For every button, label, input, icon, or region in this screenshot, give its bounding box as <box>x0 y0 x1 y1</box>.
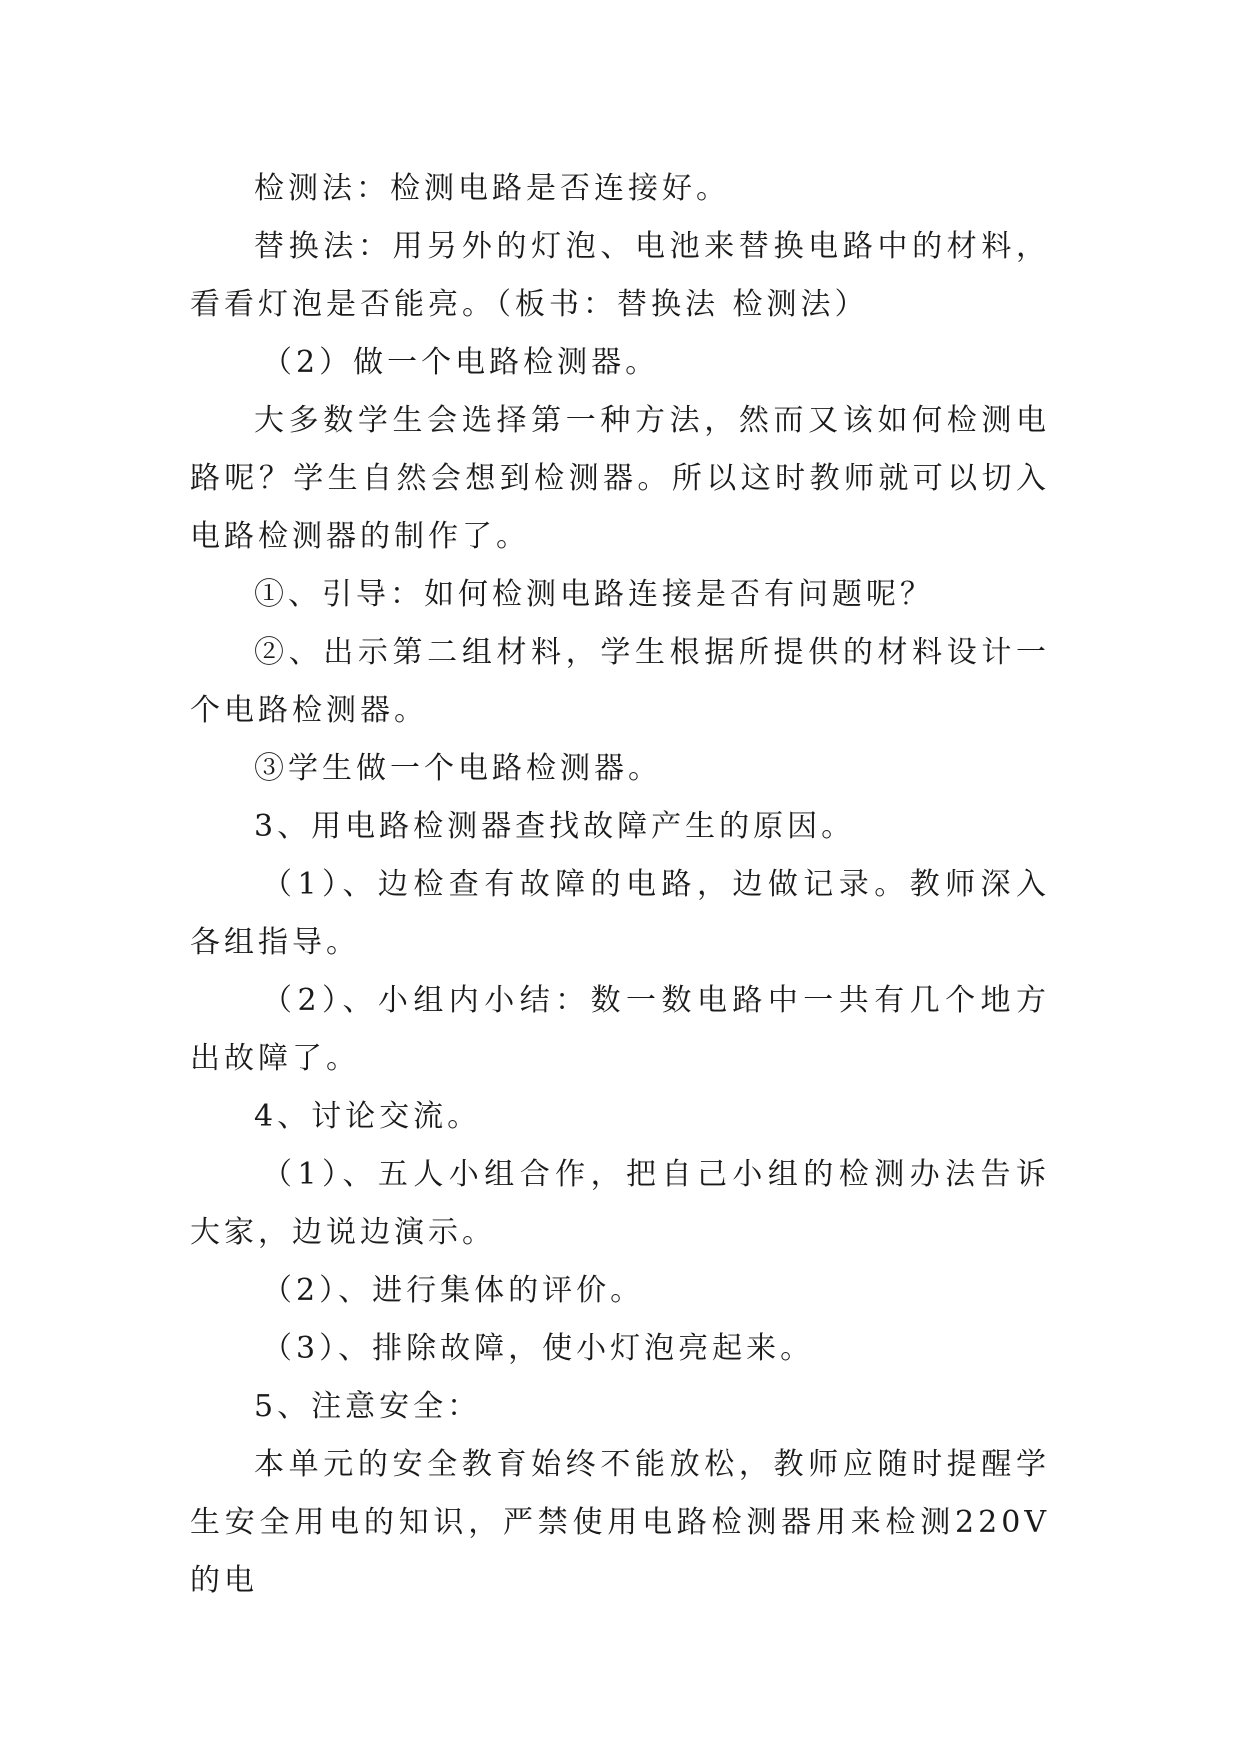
paragraph-step-build: ③学生做一个电路检测器。 <box>254 751 662 786</box>
document-body <box>190 160 1050 1610</box>
paragraph-replacement-method: 替换法：用另外的灯泡、电池来替换电路中的材料，看看灯泡是否能亮。（板书：替换法 检测法） <box>190 229 1050 322</box>
paragraph-make-detector: （2）做一个电路检测器。 <box>262 345 660 380</box>
paragraph-check-record: （1）、边检查有故障的电路，边做记录。教师深入各组指导。 <box>190 867 1050 960</box>
paragraph-safety-body: 本单元的安全教育始终不能放松，教师应随时提醒学生安全用电的知识，严禁使用电路检测器用来检测220V的电 <box>190 1447 1050 1598</box>
paragraph-group-summary: （2）、小组内小结：数一数电路中一共有几个地方出故障了。 <box>190 983 1050 1076</box>
paragraph-step-guide: ①、引导：如何检测电路连接是否有问题呢？ <box>254 577 934 612</box>
paragraph-safety-heading: 5、注意安全： <box>254 1389 482 1424</box>
paragraph-group-cooperation: （1）、五人小组合作，把自己小组的检测办法告诉大家，边说边演示。 <box>190 1157 1050 1250</box>
paragraph-discussion: 4、讨论交流。 <box>254 1099 482 1134</box>
paragraph-find-fault: 3、用电路检测器查找故障产生的原因。 <box>254 809 856 844</box>
paragraph-step-materials: ②、出示第二组材料，学生根据所提供的材料设计一个电路检测器。 <box>190 635 1050 728</box>
paragraph-fix-fault: （3）、排除故障，使小灯泡亮起来。 <box>262 1331 815 1366</box>
paragraph-most-students: 大多数学生会选择第一种方法，然而又该如何检测电路呢？学生自然会想到检测器。所以这时教师就可以切入电路检测器的制作了。 <box>190 403 1050 554</box>
paragraph-evaluation: （2）、进行集体的评价。 <box>262 1273 645 1308</box>
paragraph-detection-method: 检测法：检测电路是否连接好。 <box>254 171 730 206</box>
